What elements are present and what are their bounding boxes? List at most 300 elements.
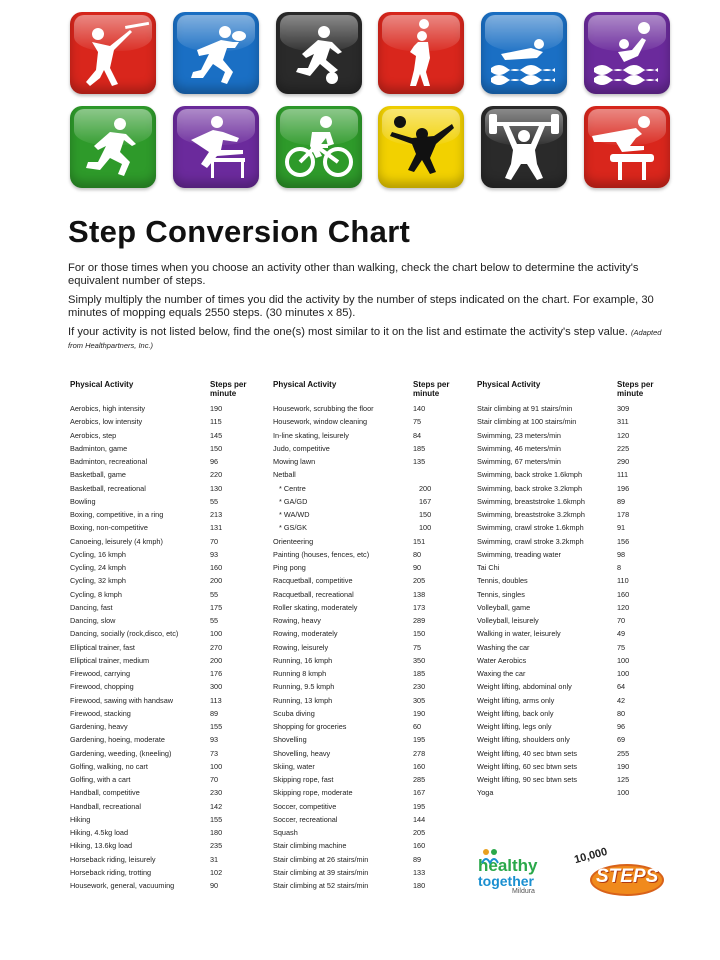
steps-value: 150 (419, 510, 432, 520)
activity-name: Rowing, leisurely (273, 642, 329, 652)
table-row (70, 627, 250, 640)
steps-value: 75 (413, 417, 422, 427)
table-row (70, 720, 250, 733)
activity-name: Swimming, back stroke 3.2kmph (477, 483, 583, 493)
activity-name: Tai Chi (477, 563, 500, 573)
table-row (273, 667, 459, 680)
steps-value: 200 (210, 576, 223, 586)
table-row (70, 415, 250, 428)
activity-name: Boxing, competitive, in a ring (70, 510, 164, 520)
steps-value: 113 (210, 695, 222, 705)
activity-name: Skipping rope, fast (273, 775, 334, 785)
steps-value: 102 (210, 867, 223, 877)
steps-value: 64 (617, 682, 626, 692)
steps-value: 167 (419, 496, 432, 506)
steps-value: 89 (413, 854, 422, 864)
activity-name: Squash (273, 828, 298, 838)
steps-value: 89 (210, 708, 219, 718)
steps-value: 173 (413, 602, 426, 612)
table-row (273, 879, 459, 892)
steps-value: 160 (413, 761, 426, 771)
activity-name: Soccer, recreational (273, 814, 338, 824)
weightlifting-icon (481, 106, 567, 188)
activity-name: Firewood, stacking (70, 708, 131, 718)
table-row (477, 561, 657, 574)
activity-name: Roller skating, moderately (273, 602, 358, 612)
activity-name: Running, 13 kmph (273, 695, 333, 705)
table-row (273, 535, 459, 548)
table-row (70, 866, 250, 879)
activity-name: Racquetball, competitive (273, 576, 353, 586)
sport-icons-grid (70, 12, 670, 200)
sport-icons-row-1 (70, 12, 670, 94)
activity-name: Washing the car (477, 642, 530, 652)
table-row (477, 455, 657, 468)
table-row (70, 614, 250, 627)
activity-name: Yoga (477, 788, 494, 798)
steps-value: 111 (617, 470, 629, 480)
activity-name: Stair climbing at 26 stairs/min (273, 854, 369, 864)
activity-header: Physical Activity (70, 380, 134, 389)
steps-value: 91 (617, 523, 626, 533)
table-row (273, 707, 459, 720)
activity-name: Badminton, recreational (70, 457, 148, 467)
logo-together-text: together (478, 873, 534, 889)
table-row (70, 561, 250, 574)
activity-name: Waxing the car (477, 669, 526, 679)
steps-value: 151 (413, 536, 426, 546)
steps-header: Steps per minute (210, 380, 247, 398)
steps-value: 140 (413, 404, 426, 414)
activity-name: Swimming, 23 meters/min (477, 430, 561, 440)
table-row (273, 402, 459, 415)
column-header (273, 380, 459, 402)
steps-value: 133 (413, 867, 426, 877)
activity-name: Weight lifting, 60 sec btwn sets (477, 761, 578, 771)
soccer-icon (276, 12, 362, 94)
cycling-icon (276, 106, 362, 188)
table-row (70, 879, 250, 892)
activity-name: Firewood, sawing with handsaw (70, 695, 174, 705)
activity-column-1 (70, 380, 250, 892)
activity-name: Weight lifting, shoulders only (477, 735, 570, 745)
table-row (273, 720, 459, 733)
steps-value: 60 (413, 722, 422, 732)
basketball-icon (378, 12, 464, 94)
steps-value: 120 (617, 430, 630, 440)
activity-name: Shopping for groceries (273, 722, 347, 732)
basketball-running-icon (173, 12, 259, 94)
steps-value: 220 (210, 470, 223, 480)
activity-name: Dancing, fast (70, 602, 113, 612)
steps-value: 305 (413, 695, 426, 705)
steps-value: 285 (413, 775, 426, 785)
activity-name: * WA/WD (279, 510, 310, 520)
steps-value: 185 (413, 443, 426, 453)
table-row (477, 667, 657, 680)
steps-value: 100 (210, 629, 223, 639)
table-row (70, 654, 250, 667)
activity-name: Basketball, recreational (70, 483, 146, 493)
activity-name: Gardening, heavy (70, 722, 128, 732)
table-row (477, 614, 657, 627)
10000-steps-logo (573, 845, 666, 900)
activity-name: Cycling, 24 kmph (70, 563, 126, 573)
steps-value: 196 (617, 483, 630, 493)
table-row (273, 747, 459, 760)
steps-value: 200 (210, 655, 223, 665)
table-row (273, 521, 459, 534)
table-row (70, 694, 250, 707)
steps-value: 100 (617, 788, 630, 798)
intro-paragraph-3-text: If your activity is not listed below, find the one(s) most similar to it on the list and estimate the activity's step value. (68, 326, 628, 338)
steps-value: 155 (210, 814, 223, 824)
activity-name: Orienteering (273, 536, 314, 546)
table-row (273, 601, 459, 614)
activity-name: Racquetball, recreational (273, 589, 354, 599)
activity-name: Netball (273, 470, 296, 480)
activity-name: Weight lifting, 40 sec btwn sets (477, 748, 578, 758)
table-row (273, 839, 459, 852)
activity-name: Gardening, hoeing, moderate (70, 735, 165, 745)
table-row (70, 548, 250, 561)
table-row (273, 786, 459, 799)
steps-value: 90 (210, 881, 219, 891)
activity-name: Hiking (70, 814, 91, 824)
table-row (70, 773, 250, 786)
steps-value: 142 (210, 801, 223, 811)
table-row (477, 786, 657, 799)
activity-name: Housework, general, vacuuming (70, 881, 175, 891)
steps-value: 155 (210, 722, 223, 732)
steps-value: 160 (413, 841, 426, 851)
steps-value: 289 (413, 616, 426, 626)
activity-name: Basketball, game (70, 470, 126, 480)
steps-value: 190 (617, 761, 630, 771)
steps-value: 167 (413, 788, 426, 798)
steps-value: 100 (617, 669, 630, 679)
steps-value: 195 (413, 801, 426, 811)
table-row (70, 839, 250, 852)
table-row (70, 826, 250, 839)
steps-value: 175 (210, 602, 223, 612)
activity-name: Weight lifting, back only (477, 708, 554, 718)
sport-icons-row-2 (70, 106, 670, 188)
steps-value: 115 (210, 417, 222, 427)
column-header (70, 380, 250, 402)
table-row (477, 495, 657, 508)
table-row (70, 442, 250, 455)
steps-value: 195 (413, 735, 426, 745)
activity-name: Tennis, doubles (477, 576, 528, 586)
activity-name: Swimming, breaststroke 3.2kmph (477, 510, 585, 520)
steps-value: 350 (413, 655, 426, 665)
steps-value: 70 (210, 775, 219, 785)
table-row (70, 680, 250, 693)
steps-value: 255 (617, 748, 630, 758)
column-header (477, 380, 657, 402)
table-row (273, 429, 459, 442)
activity-name: Stair climbing at 52 stairs/min (273, 881, 369, 891)
table-row (70, 521, 250, 534)
swimming-icon (481, 12, 567, 94)
steps-value: 69 (617, 735, 626, 745)
steps-value: 100 (419, 523, 432, 533)
activity-name: Dancing, slow (70, 616, 116, 626)
activity-name: Stair climbing machine (273, 841, 347, 851)
steps-value: 225 (617, 443, 630, 453)
activity-name: Stair climbing at 39 stairs/min (273, 867, 369, 877)
logo-steps-word: STEPS (596, 866, 659, 887)
steps-value: 100 (210, 761, 223, 771)
table-row (273, 813, 459, 826)
steps-value: 300 (210, 682, 223, 692)
table-row (477, 641, 657, 654)
activity-name: Hiking, 4.5kg load (70, 828, 129, 838)
steps-value: 290 (617, 457, 630, 467)
table-row (70, 667, 250, 680)
steps-value: 311 (617, 417, 629, 427)
steps-value: 80 (413, 549, 422, 559)
table-row (273, 680, 459, 693)
table-row (70, 455, 250, 468)
activity-name: Running 8 kmph (273, 669, 327, 679)
steps-value: 89 (617, 496, 626, 506)
steps-value: 135 (413, 457, 426, 467)
activity-header: Physical Activity (477, 380, 541, 389)
activity-name: Volleyball, leisurely (477, 616, 539, 626)
steps-value: 131 (210, 523, 223, 533)
table-row (477, 627, 657, 640)
steps-value: 205 (413, 828, 426, 838)
steps-value: 84 (413, 430, 422, 440)
intro-paragraph-2: Simply multiply the number of times you did the activity by the number of steps indicated on the chart. For example, 30 minutes of mopping equals 2550 steps. (30 minutes x 85). (68, 294, 654, 319)
activity-name: Golfing, with a cart (70, 775, 131, 785)
activity-name: Stair climbing at 100 stairs/min (477, 417, 577, 427)
activity-name: Handball, recreational (70, 801, 141, 811)
table-row (477, 482, 657, 495)
table-row (273, 495, 459, 508)
table-row (273, 508, 459, 521)
table-row (477, 548, 657, 561)
table-row (477, 747, 657, 760)
activity-name: Judo, competitive (273, 443, 330, 453)
activity-name: Swimming, 46 meters/min (477, 443, 561, 453)
steps-value: 138 (413, 589, 426, 599)
activity-name: Ping pong (273, 563, 306, 573)
steps-value: 205 (413, 576, 426, 586)
table-row (273, 415, 459, 428)
volleyball-icon (378, 106, 464, 188)
steps-value: 190 (210, 404, 223, 414)
table-row (477, 694, 657, 707)
steps-value: 150 (413, 629, 426, 639)
table-row (273, 694, 459, 707)
table-row (273, 826, 459, 839)
source-note: (Adapted from Healthpartners, Inc.) (68, 328, 662, 350)
table-row (273, 468, 459, 481)
table-row (273, 442, 459, 455)
table-row (70, 495, 250, 508)
table-row (70, 853, 250, 866)
table-row (273, 733, 459, 746)
activity-name: Weight lifting, abdominal only (477, 682, 572, 692)
intro-paragraph-3 (68, 326, 668, 352)
table-row (273, 760, 459, 773)
table-row (273, 853, 459, 866)
table-row (70, 574, 250, 587)
water-polo-icon (584, 12, 670, 94)
activity-name: Housework, window cleaning (273, 417, 368, 427)
steps-value: 190 (413, 708, 426, 718)
steps-value: 213 (210, 510, 223, 520)
activity-name: Horseback riding, leisurely (70, 854, 156, 864)
table-row (477, 720, 657, 733)
activity-name: Dancing, socially (rock,disco, etc) (70, 629, 179, 639)
steps-value: 55 (210, 616, 219, 626)
activity-name: Painting (houses, fences, etc) (273, 549, 370, 559)
activity-name: Elliptical trainer, fast (70, 642, 135, 652)
activity-name: Cycling, 16 kmph (70, 549, 126, 559)
activity-name: Shovelling, heavy (273, 748, 331, 758)
activity-name: Hiking, 13.6kg load (70, 841, 133, 851)
activity-name: Tennis, singles (477, 589, 525, 599)
table-row (273, 866, 459, 879)
activity-name: Aerobics, step (70, 430, 117, 440)
table-row (477, 535, 657, 548)
table-row (273, 548, 459, 561)
table-row (273, 654, 459, 667)
table-row (70, 707, 250, 720)
activity-name: Swimming, 67 meters/min (477, 457, 561, 467)
activity-name: Rowing, heavy (273, 616, 321, 626)
steps-value: 144 (413, 814, 426, 824)
steps-value: 70 (210, 536, 219, 546)
activity-name: * GS/GK (279, 523, 307, 533)
activity-name: Running, 16 kmph (273, 655, 333, 665)
activity-name: Handball, competitive (70, 788, 140, 798)
activity-name: Cycling, 32 kmph (70, 576, 126, 586)
activity-name: Canoeing, leisurely (4 kmph) (70, 536, 163, 546)
activity-name: Aerobics, low intensity (70, 417, 143, 427)
steps-value: 93 (210, 735, 219, 745)
table-row (477, 733, 657, 746)
activity-name: Skiing, water (273, 761, 315, 771)
table-row (70, 601, 250, 614)
table-row (477, 521, 657, 534)
steps-value: 156 (617, 536, 630, 546)
hurdles-icon (173, 106, 259, 188)
steps-value: 96 (617, 722, 626, 732)
table-row (477, 415, 657, 428)
table-row (70, 535, 250, 548)
table-row (273, 574, 459, 587)
table-row (70, 747, 250, 760)
table-row (70, 482, 250, 495)
table-row (70, 733, 250, 746)
steps-value: 180 (413, 881, 426, 891)
table-row (477, 707, 657, 720)
activity-name: Volleyball, game (477, 602, 531, 612)
steps-value: 160 (617, 589, 630, 599)
table-row (477, 402, 657, 415)
steps-value: 98 (617, 549, 626, 559)
table-row (70, 813, 250, 826)
steps-value: 160 (210, 563, 223, 573)
steps-value: 120 (617, 602, 630, 612)
gymnastics-icon (584, 106, 670, 188)
table-row (477, 654, 657, 667)
intro-paragraph-1: For or those times when you choose an activity other than walking, check the chart below to determine the activity's equivalent number of steps. (68, 262, 639, 287)
steps-value: 178 (617, 510, 630, 520)
table-row (477, 601, 657, 614)
steps-value: 176 (210, 669, 223, 679)
table-row (273, 482, 459, 495)
activity-name: Gardening, weeding, (kneeling) (70, 748, 172, 758)
activity-name: Bowling (70, 496, 96, 506)
healthy-together-logo (478, 848, 568, 898)
table-row (273, 627, 459, 640)
activity-name: Swimming, breaststroke 1.6kmph (477, 496, 585, 506)
intro-text (68, 262, 668, 358)
table-row (70, 429, 250, 442)
steps-value: 49 (617, 629, 626, 639)
steps-value: 42 (617, 695, 626, 705)
table-row (273, 614, 459, 627)
activity-name: Mowing lawn (273, 457, 316, 467)
table-row (70, 641, 250, 654)
activity-name: Boxing, non-competitive (70, 523, 148, 533)
steps-header: Steps per minute (413, 380, 450, 398)
activity-name: Soccer, competitive (273, 801, 337, 811)
steps-value: 230 (413, 682, 426, 692)
activity-name: Swimming, crawl stroke 3.2kmph (477, 536, 584, 546)
table-row (477, 760, 657, 773)
steps-value: 185 (413, 669, 426, 679)
activity-name: Scuba diving (273, 708, 315, 718)
activity-name: Weight lifting, legs only (477, 722, 552, 732)
steps-value: 200 (419, 483, 432, 493)
page-title: Step Conversion Chart (68, 214, 411, 249)
activity-name: Rowing, moderately (273, 629, 338, 639)
steps-value: 90 (413, 563, 422, 573)
activity-name: Skipping rope, moderate (273, 788, 353, 798)
steps-value: 230 (210, 788, 223, 798)
activity-name: Water Aerobics (477, 655, 527, 665)
activity-name: Firewood, carrying (70, 669, 131, 679)
table-row (273, 773, 459, 786)
steps-value: 110 (617, 576, 629, 586)
activity-name: Housework, scrubbing the floor (273, 404, 374, 414)
table-row (70, 402, 250, 415)
table-row (70, 588, 250, 601)
activity-name: Aerobics, high intensity (70, 404, 146, 414)
table-row (477, 588, 657, 601)
steps-value: 270 (210, 642, 223, 652)
steps-value: 278 (413, 748, 426, 758)
steps-value: 150 (210, 443, 223, 453)
steps-value: 73 (210, 748, 219, 758)
steps-value: 125 (617, 775, 630, 785)
activity-name: Swimming, treading water (477, 549, 561, 559)
activity-name: Elliptical trainer, medium (70, 655, 150, 665)
table-row (477, 442, 657, 455)
logo-mildura-text: Mildura (512, 888, 535, 895)
table-row (273, 641, 459, 654)
steps-value: 93 (210, 549, 219, 559)
steps-value: 145 (210, 430, 223, 440)
steps-value: 55 (210, 496, 219, 506)
